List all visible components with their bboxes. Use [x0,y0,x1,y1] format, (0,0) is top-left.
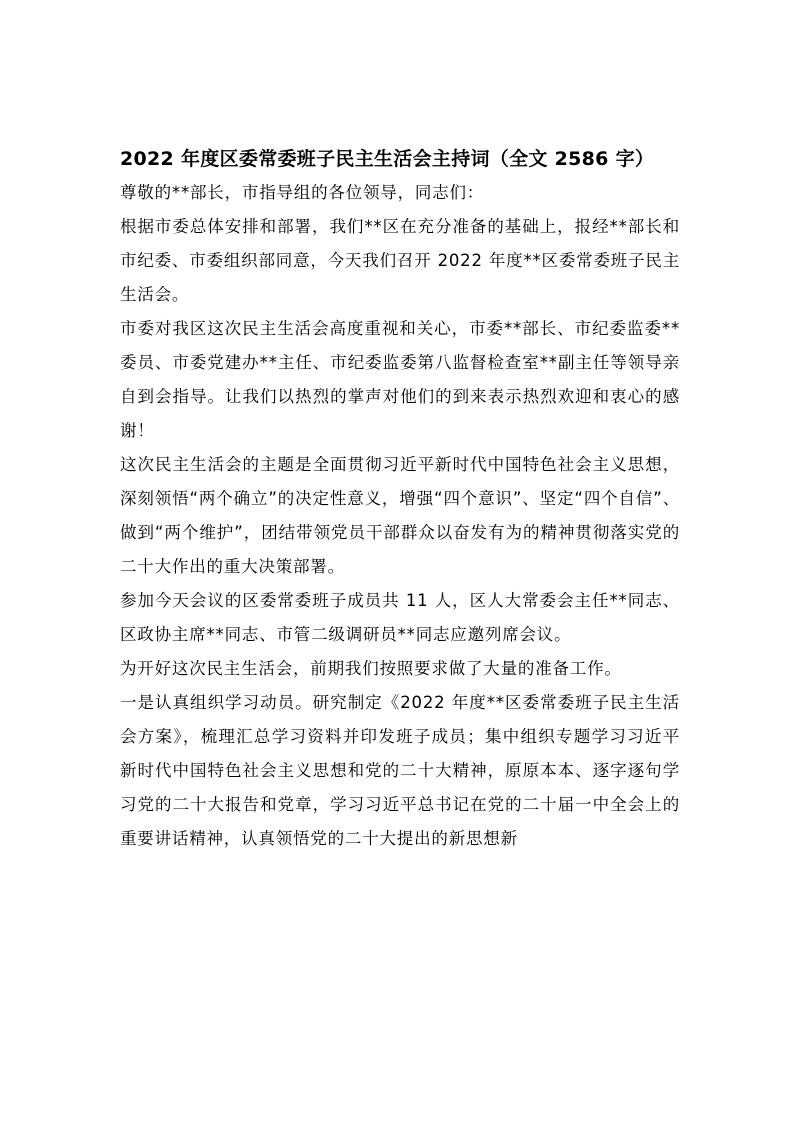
paragraph-6: 一是认真组织学习动员。研究制定《2022 年度**区委常委班子民主生活会方案》，梳理汇总学习资料并印发班子成员；集中组织专题学习习近平新时代中国特色社会主义思想和党的二十大精神，原原本本、逐字逐句学习党的二十大报告和党章，学习习近平总书记在党的二十届一中全会上的重要讲话精神，认真领悟党的二十大提出的新思想新 [120,693,680,848]
paragraph-4: 参加今天会议的区委常委班子成员共 11 人，区人大常委会主任**同志、区政协主席**同志、市管二级调研员**同志应邀列席会议。 [120,591,680,644]
paragraph-1: 根据市委总体安排和部署，我们**区在充分准备的基础上，报经**部长和市纪委、市委组织部同意，今天我们召开 2022 年度**区委常委班子民主生活会。 [120,217,680,304]
document-body [120,142,680,856]
paragraph-greeting: 尊敬的**部长，市指导组的各位领导，同志们： [120,183,485,202]
paragraph-3: 这次民主生活会的主题是全面贯彻习近平新时代中国特色社会主义思想，深刻领悟“两个确立”的决定性意义，增强“四个意识”、坚定“四个自信”、做到“两个维护”，团结带领党员干部群众以奋发有为的精神贯彻落实党的二十大作出的重大决策部署。 [120,455,680,576]
document-title: 2022 年度区委常委班子民主生活会主持词（全文 2586 字） [120,148,655,170]
paragraph-2: 市委对我区这次民主生活会高度重视和关心，市委**部长、市纪委监委**委员、市委党建办**主任、市纪委监委第八监督检查室**副主任等领导亲自到会指导。让我们以热烈的掌声对他们的到来表示热烈欢迎和衷心的感谢！ [120,319,680,440]
paragraph-5: 为开好这次民主生活会，前期我们按照要求做了大量的准备工作。 [120,659,622,678]
